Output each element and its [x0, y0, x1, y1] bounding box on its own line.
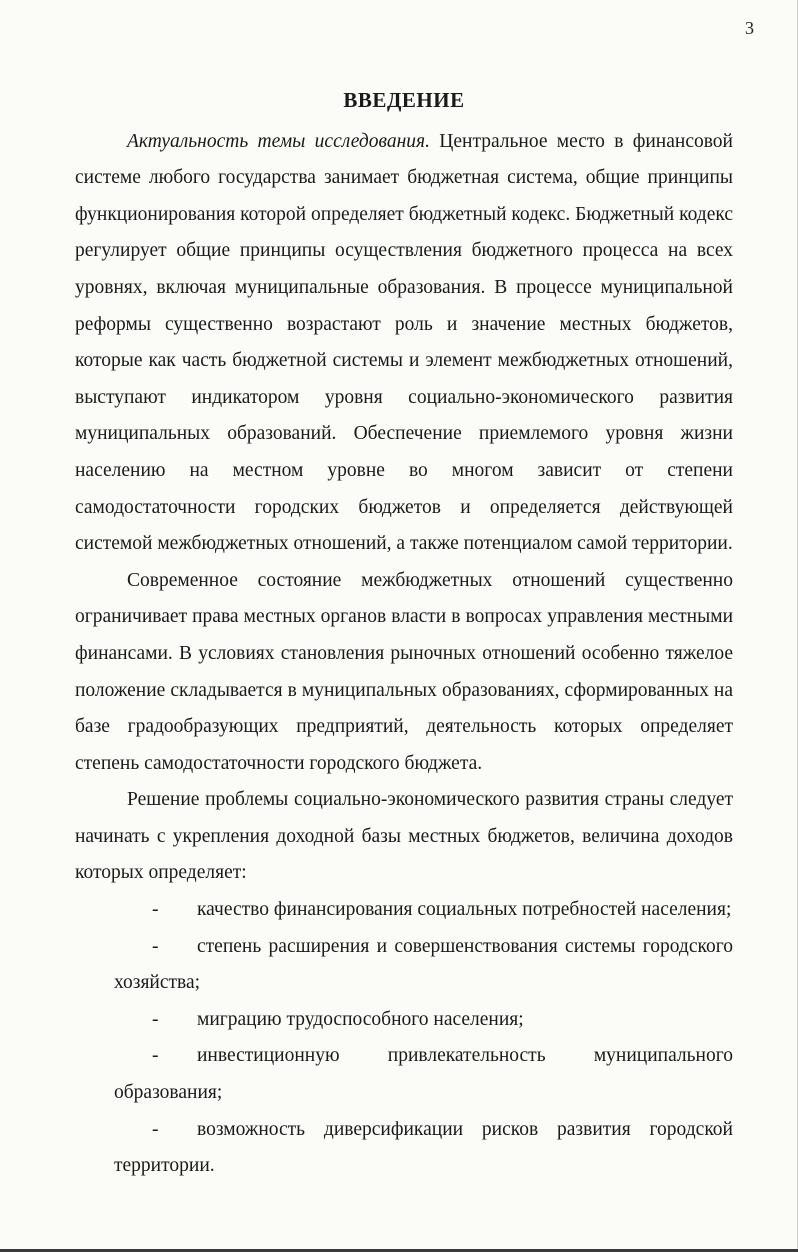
page-content — [75, 82, 733, 1185]
dash-bullet: - — [152, 935, 159, 957]
dash-bullet: - — [152, 899, 159, 921]
list-item — [114, 1002, 733, 1039]
dash-bullet: - — [152, 1008, 159, 1030]
paragraph-body-text: Центральное место в финансовой системе любого государства занимает бюджетная система, общие принципы функционирования которой определяет бюджетный кодекс. Бюджетный кодекс регулирует общие принципы осуществления бюджетного процесса на всех уровнях, включая муниципальные образования. В процессе муниципальной реформы существенно возрастают роль и значение местных бюджетов, которые как часть бюджетной системы и элемент межбюджетных отношений, выступают индикатором уровня социально-экономического развития муниципальных образований. Обеспечение приемлемого уровня жизни населению на местном уровне во многом зависит от степени самодостаточности городских бюджетов и определяется действующей системой межбюджетных отношений, а также потенциалом самой территории. — [75, 130, 733, 555]
list-item — [114, 892, 733, 929]
paragraph-introduction — [75, 124, 733, 563]
list-item-text: миграцию трудоспособного населения; — [197, 1008, 524, 1030]
paragraph-list-intro: Решение проблемы социально-экономического развития страны следует начинать с укрепления доходной базы местных бюджетов, величина доходов которых определяет: — [75, 789, 733, 884]
page-number: 3 — [745, 18, 754, 38]
list-item — [114, 929, 733, 1002]
list-item — [114, 1112, 733, 1185]
list-item — [114, 1038, 733, 1111]
dash-bullet: - — [152, 1045, 159, 1067]
paragraph-lead-italic: Актуальность темы исследования. — [127, 130, 430, 152]
bullet-list — [75, 892, 733, 1185]
dash-bullet: - — [152, 1118, 159, 1140]
list-item-text: инвестиционную привлекательность муниципального образования; — [114, 1045, 733, 1104]
paragraph-current-state: Современное состояние межбюджетных отношений существенно ограничивает права местных органов власти в вопросах управления местными финансами. В условиях становления рыночных отношений особенно тяжелое положение складывается в муниципальных образованиях, сформированных на базе градообразующих предприятий, деятельность которых определяет степень самодостаточности городского бюджета. — [75, 569, 733, 774]
list-item-text: качество финансирования социальных потребностей населения; — [197, 899, 732, 921]
page-title: ВВЕДЕНИЕ — [343, 88, 465, 112]
list-item-text: степень расширения и совершенствования системы городского хозяйства; — [114, 935, 733, 994]
list-item-text: возможность диверсификации рисков развития городской территории. — [114, 1118, 733, 1177]
